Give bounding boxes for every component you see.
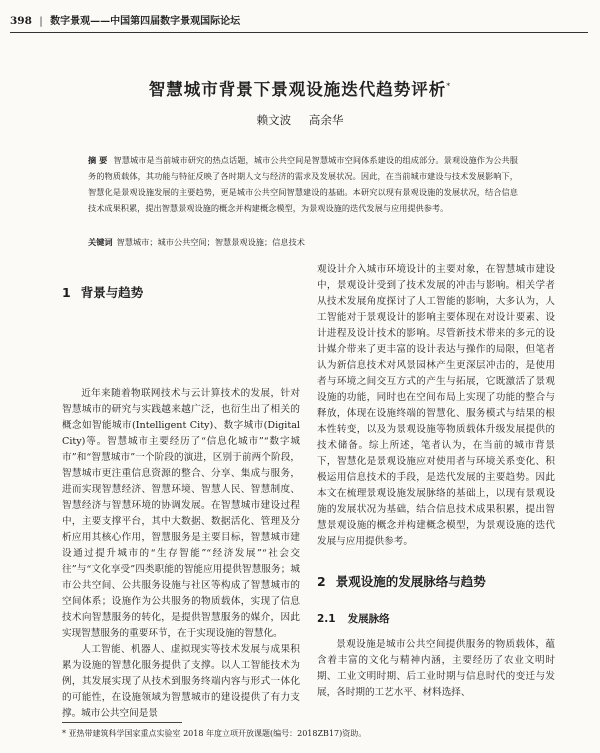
author-name: 赖文波	[256, 113, 292, 127]
title-footnote-mark: *	[446, 81, 452, 91]
section-title: 景观设施的发展脉络与趋势	[335, 574, 486, 589]
abstract	[88, 152, 518, 216]
paragraph: 近年来随着物联网技术与云计算技术的发展，针对智慧城市的研究与实践越来越广泛，也衍生出了相关的概念如智能城市(Intelligent City)、数字城市(Digital City)等。智慧城市主要经历了“信息化城市”“数字城市”和“智慧城市”一个阶段的演进，区别于前两个阶段，智慧城市更注重信息资源的整合、分享、集成与服务，进而实现智慧经济、智慧环境、智慧人民、智慧制度、智慧经济与智慧环境的协调发展。在智慧城市建设过程中，主要支撑平台，其中大数据、数据活化、管理及分析应用其核心作用，智慧服务是主要目标，智慧城市建设通过提升城市的“生存智能”“经济发展”“社会交往”与“文化享受”四类职能的智能应用提供智慧服务；城市公共空间、公共服务设施与社区等构成了智慧城市的空间体系；设施作为公共服务的物质载体，实现了信息技术向智慧服务的转化，是提供智慧服务的媒介，因此实现智慧服务的重要环节，在于实现设施的智慧化。	[62, 388, 300, 639]
header-rule	[10, 32, 588, 33]
keywords	[88, 234, 518, 250]
author-name: 高余华	[308, 113, 344, 127]
paragraph: 景观设施是城市公共空间提供服务的物质载体，蕴含着丰富的文化与精神内涵，主要经历了农业文明时期、工业文明时期、后工业时期与信息时代的变迁与发展，各时期的工艺水平、材料选择、	[317, 639, 555, 698]
section-heading-2	[317, 572, 486, 590]
abstract-text: 智慧城市是当前城市研究的热点话题，城市公共空间是智慧城市空间体系建设的组成部分。景观设施作为公共服务的物质载体，其功能与特征反映了各时期人文与经济的需求及发展状况。因此，在当前城市建设与技术发展影响下，智慧化是景观设施发展的主要趋势，更是城市公共空间智慧建设的基础。本研究以现有景观设施的发展状况，结合信息技术成果积累，提出智慧景观设施的概念并构建概念模型，为景观设施的迭代发展与应用提供参考。	[88, 155, 518, 213]
authors	[0, 112, 600, 128]
section-title: 背景与趋势	[80, 285, 144, 300]
section-number: 2	[317, 574, 326, 589]
paragraph: 观设计介入城市环境设计的主要对象，在智慧城市建设中，景观设计受到了技术发展的冲击与影响。相关学者从技术发展角度探讨了人工智能的影响，大多认为，人工智能对于景观设计的影响主要体现在对设计要素、设计进程及设计技术的影响。尽管新技术带来的多元的设计媒介带来了更丰富的设计表达与操作的局限，但笔者认为新信息技术对风景园林产生更深层冲击的，是使用者与环境之间交互方式的产生与拓展，它既激活了景观设施的功能，同时也在空间布局上实现了功能的整合与释放，体现在设施终端的智慧化、服务模式与结果的根本性转变，以及为景观设施等物质载体升级发展提供的技术储备。综上所述，笔者认为，在当前的城市背景下，智慧化是景观设施应对使用者与环境关系变化、积极运用信息技术的手段，是迭代发展的主要趋势。因此本文在梳理景观设施发展脉络的基础上，以现有景观设施的发展状况为基础，结合信息技术成果积累，提出智慧景观设施的概念并构建概念模型，为景观设施的迭代发展与应用提供参考。	[317, 264, 555, 547]
section-number: 1	[62, 285, 71, 300]
subsection-number: 2.1	[317, 613, 336, 625]
keywords-label: 关键词	[88, 237, 113, 247]
section-heading-1	[62, 283, 143, 301]
abstract-label: 摘 要	[88, 155, 108, 165]
journal-title: 数字景观——中国第四届数字景观国际论坛	[50, 16, 241, 27]
paragraph: 人工智能、机器人、虚拟现实等技术发展与成果积累为设施的智慧化服务提供了支撑。以人工智能技术为例，其发展实现了从技术到服务终端内容与形式一体化的可能性，在设施领域为智慧城市的建设提供了有力支撑。城市公共空间是景	[62, 644, 300, 719]
keywords-text: 智慧城市；城市公共空间；智慧景观设施；信息技术	[116, 237, 305, 247]
subsection-title: 发展脉络	[347, 613, 390, 625]
header-separator: |	[39, 15, 43, 27]
running-header	[10, 12, 590, 30]
right-column-body-2	[317, 637, 555, 701]
page-number: 398	[10, 15, 32, 27]
subsection-heading-2-1	[317, 611, 390, 626]
article-title-text: 智慧城市背景下景观设施迭代趋势评析	[148, 80, 447, 99]
right-column-body	[317, 262, 555, 550]
footnote-rule	[62, 722, 182, 723]
article-title	[0, 76, 600, 100]
left-column-body	[62, 386, 300, 722]
footnote: * 亚热带建筑科学国家重点实验室 2018 年度立项开放课题(编号：2018ZB17)资助。	[62, 729, 367, 738]
